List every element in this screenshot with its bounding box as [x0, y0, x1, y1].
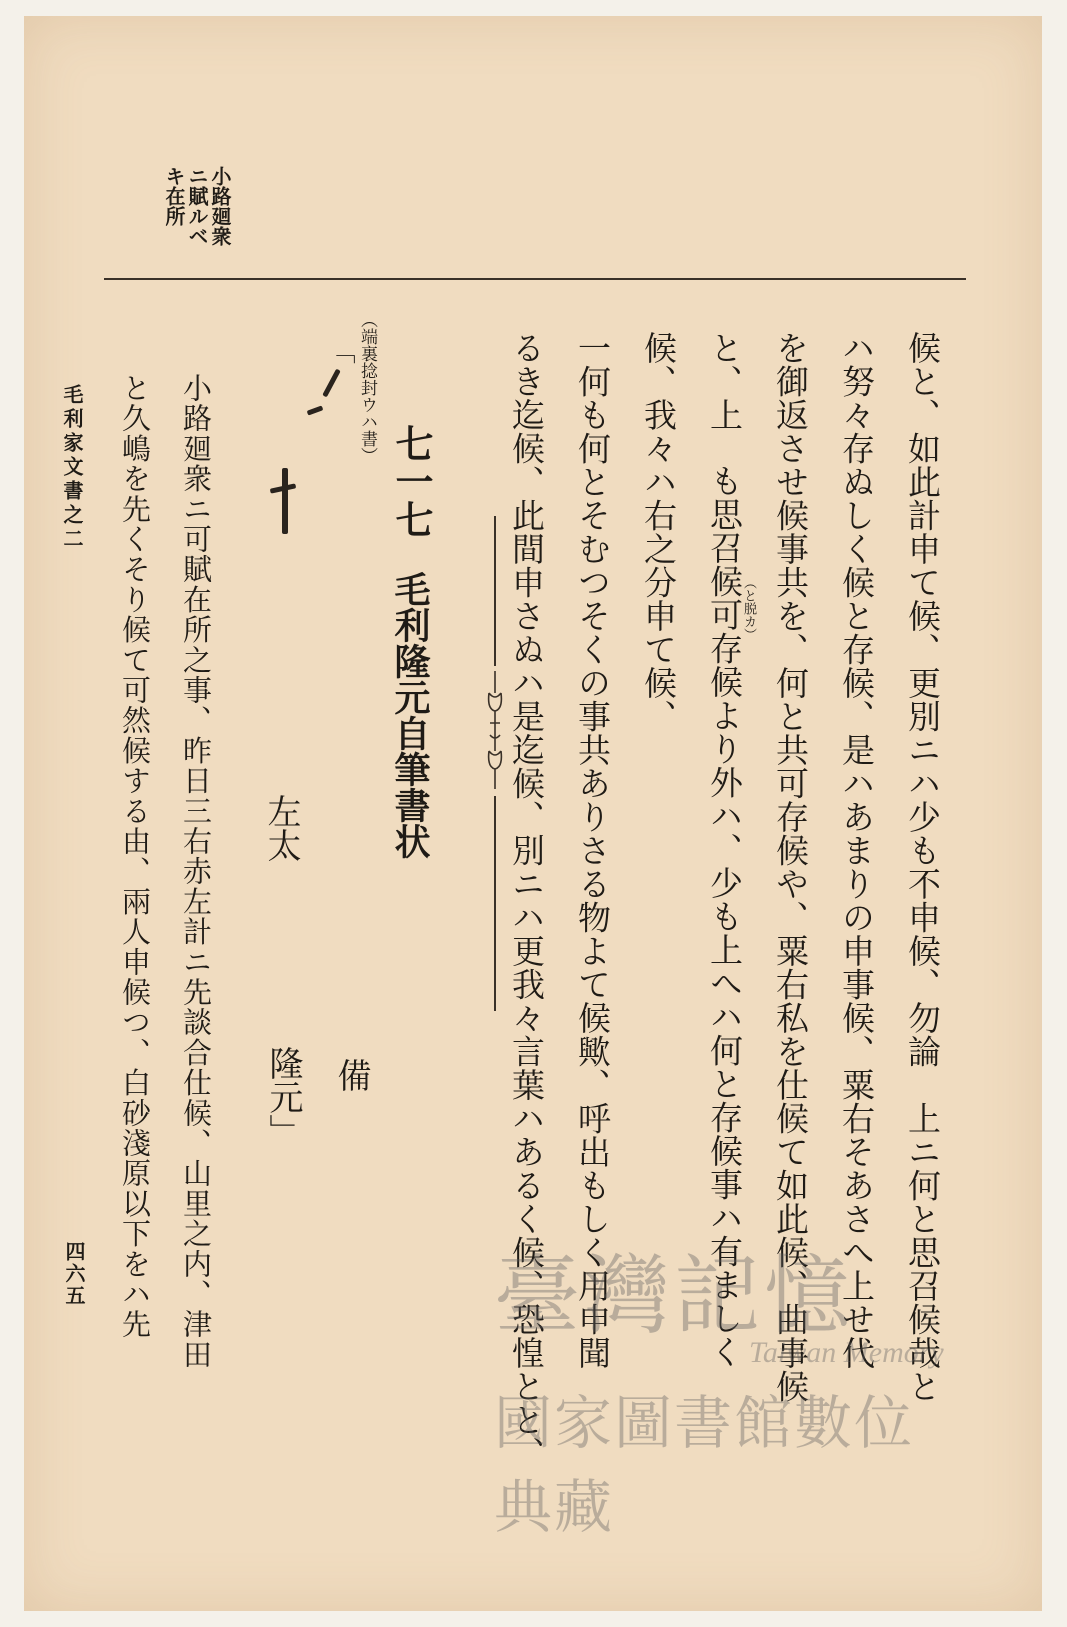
seal-mark-2 — [307, 405, 324, 415]
main-text-col-2: ハ努々存ぬしく候と存候、是ハあまりの申事候、粟右そあさへ上せ代 — [837, 331, 876, 1370]
sender-left-ta: 左太 — [261, 794, 301, 862]
main-text-col-4-start: と、上 — [705, 331, 744, 432]
main-text-col-3: を御返させ候事共を、何と共可存候や、粟右私を仕候て如此候、曲事候 — [771, 331, 810, 1403]
watermark-english: Taiwan Memory — [749, 1336, 944, 1369]
running-header: 毛利家文書之二 — [60, 384, 84, 552]
document-number: 七一七 — [389, 424, 434, 538]
separator-line-bottom — [494, 796, 496, 1011]
main-text-col-1: 候と、如此計申て候、更別ニハ少も不申候、勿論 上ニ何と思召候哉と — [903, 331, 942, 1403]
margin-note-line3: キ在所 — [162, 166, 186, 226]
ornament-icon — [486, 671, 504, 789]
main-text-col-5: 候、我々ハ右之分申て候、 — [639, 331, 678, 733]
margin-note-line1: 小路廻衆 — [208, 166, 232, 246]
header-rule — [104, 278, 966, 280]
quote-open: 「 — [325, 338, 355, 364]
watermark-subtitle: 國家圖書館數位典藏 — [494, 1389, 915, 1541]
main-text-col-7: るき迄候、此間申さぬハ是迄候、別ニハ更我々言葉ハあるく候、恐惶とと、 — [507, 331, 546, 1470]
document-text-col-2: と久嶋を先くそり候て可然候する由、兩人申候つ、白砂淺原以下をハ先 — [118, 373, 152, 1340]
main-text-col-4-note: （と脱カ） — [741, 576, 756, 641]
separator-line-top — [494, 516, 496, 666]
document-text-col-1: 小路廻衆ニ可賦在所之事、昨日三右赤左計ニ先談合仕候、山里之内、津田 — [179, 373, 213, 1370]
document-note: （端裏捻封ウハ書） — [357, 311, 377, 464]
watermark-title: 臺灣記憶 — [494, 1246, 854, 1346]
document-title: 毛利隆元自筆書状 — [389, 571, 431, 859]
document-page — [24, 16, 1042, 1611]
page-number: 四六五 — [62, 1241, 86, 1307]
signature: 隆元」 — [263, 1046, 303, 1148]
main-text-col-4-rest: も思召候可存候より外ハ、少も上へハ何と存候事ハ有ましく — [705, 464, 744, 1369]
main-text-col-6: 一何も何とそむつそくの事共ありさる物よて候歟、呼出もしく用申聞 — [573, 331, 612, 1370]
seal-mark-3 — [282, 468, 288, 534]
sender-bi: 備 — [331, 1058, 371, 1092]
margin-note-line2: ニ賦ルベ — [185, 166, 209, 246]
seal-mark-1 — [322, 369, 340, 398]
